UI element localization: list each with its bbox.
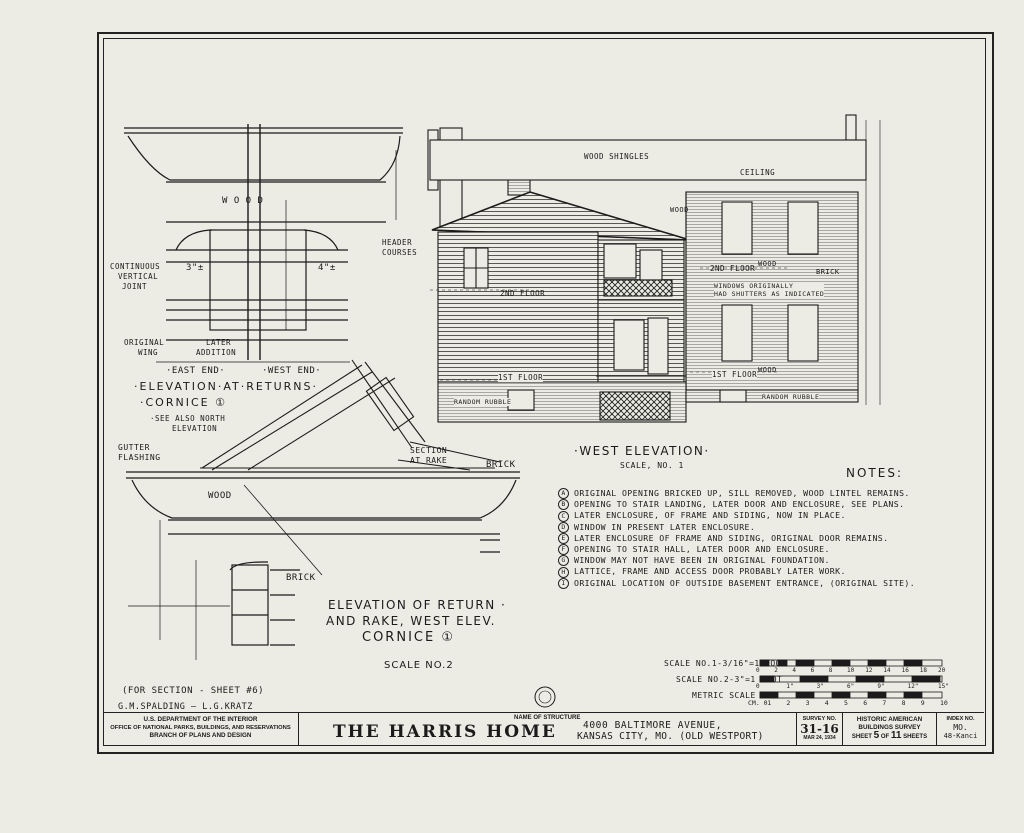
west-elevation-scale: SCALE, NO. 1	[620, 461, 684, 470]
scale-tick: 3"	[816, 683, 824, 690]
ceiling-label: CEILING	[740, 168, 776, 177]
windows-note-line2: HAD SHUTTERS AS INDICATED	[714, 290, 825, 298]
note-key: E	[558, 533, 569, 544]
scale-tick: 20	[938, 667, 946, 674]
first-floor-label: 1ST FLOOR	[498, 373, 544, 382]
scale-tick: 5	[844, 699, 848, 707]
scale-tick: 16	[901, 667, 909, 674]
scale-tick: 10	[847, 667, 855, 674]
original-wing-line2: WING	[138, 348, 159, 357]
scale-tick: 2	[774, 667, 778, 674]
note-text: ORIGINAL OPENING BRICKED UP, SILL REMOVED, WOOD LINTEL REMAINS.	[574, 488, 910, 498]
structure-name-label: NAME OF STRUCTURE	[514, 715, 581, 721]
scale-2-ticks	[756, 683, 949, 691]
scale-tick: 10	[940, 699, 948, 707]
section-rake-line2: AT RAKE	[410, 456, 448, 465]
program-line1: HISTORIC AMERICAN	[856, 716, 923, 723]
survey-cell	[797, 713, 843, 745]
later-addition-label	[196, 338, 236, 358]
original-wing-line1: ORIGINAL	[124, 338, 165, 347]
rake-cornice-drawing	[126, 472, 520, 660]
returns-note2: ELEVATION	[172, 424, 218, 433]
note-item	[558, 578, 978, 589]
index-label: INDEX NO.	[946, 716, 975, 722]
note-text: LATTICE, FRAME AND ACCESS DOOR PROBABLY LATER WORK.	[574, 566, 846, 577]
title-block	[103, 712, 984, 745]
note-key: D	[558, 522, 569, 533]
header-courses-line1: HEADER	[382, 238, 413, 247]
scale-tick: 15"	[938, 683, 949, 690]
program-cell	[843, 713, 937, 745]
scale-tick: CM. 0	[748, 699, 768, 707]
note-item	[558, 544, 978, 555]
later-addition-line2: ADDITION	[196, 348, 237, 357]
gutter-line1: GUTTER	[118, 443, 150, 452]
second-floor-label: 2ND FLOOR	[500, 289, 546, 298]
continuous-joint-label	[110, 262, 160, 292]
address-line2: KANSAS CITY, MO. (OLD WESTPORT)	[577, 731, 764, 742]
returns-cornice-drawing	[124, 124, 403, 362]
brick-right-label: BRICK	[816, 268, 840, 276]
metric-ticks	[748, 699, 948, 708]
scale-tick: 4	[824, 699, 829, 707]
rake-title-line3: CORNICE ①	[362, 630, 455, 645]
notes-list	[558, 488, 978, 589]
brick-label: BRICK	[486, 460, 516, 470]
sheet-total: 11	[890, 730, 902, 741]
rake-title-line1: ELEVATION OF RETURN ·	[328, 598, 507, 612]
scale-tick: 0	[756, 683, 760, 690]
scale-tick: 9	[920, 699, 925, 707]
note-item	[558, 533, 978, 544]
returns-title: ·ELEVATION·AT·RETURNS·	[134, 380, 318, 393]
wood-label: W O O D	[222, 196, 264, 206]
section-rake-line1: SECTION	[410, 446, 448, 455]
note-key: H	[558, 567, 569, 578]
note-key: A	[558, 488, 569, 499]
returns-note1: ·SEE ALSO NORTH	[150, 414, 226, 423]
index-cell	[937, 713, 984, 745]
note-key: F	[558, 544, 569, 555]
index-value-line2: 48-Kanci	[943, 732, 978, 740]
continuous-joint-line3: JOINT	[122, 282, 148, 291]
notes-title: NOTES:	[846, 466, 903, 480]
note-key: G	[558, 555, 569, 566]
note-text: WINDOW MAY NOT HAVE BEEN IN ORIGINAL FOUNDATION.	[574, 555, 830, 566]
survey-label: SURVEY NO.	[802, 716, 837, 722]
original-wing-label	[124, 338, 164, 358]
scale-tick: 7	[882, 699, 887, 707]
note-text: LATER ENCLOSURE OF FRAME AND SIDING, ORIGINAL DOOR REMAINS.	[574, 532, 889, 543]
scale-tick: 18	[919, 667, 928, 674]
seal	[535, 687, 555, 707]
section-reference: (FOR SECTION - SHEET #6)	[122, 686, 265, 696]
scale-1-label: SCALE NO.1-3/16"=1 FOOT	[664, 659, 787, 668]
scale-tick: 0	[756, 667, 760, 674]
index-value-line1: MO.	[953, 723, 968, 732]
dim-4-label: 4"±	[318, 263, 336, 273]
agency-line1: U.S. DEPARTMENT OF THE INTERIOR	[143, 716, 258, 723]
scale-tick: 1	[767, 699, 772, 707]
second-floor-right-label: 2ND FLOOR	[710, 264, 756, 273]
note-text: OPENING TO STAIR LANDING, LATER DOOR AND ENCLOSURE, SEE PLANS.	[574, 499, 905, 510]
west-elevation-drawing	[428, 115, 880, 422]
scale-tick: 6	[810, 667, 815, 674]
note-item	[558, 499, 978, 510]
later-addition-line1: LATER	[206, 338, 232, 347]
west-end-label: ·WEST END·	[262, 366, 322, 376]
note-item	[558, 566, 978, 577]
wood-b-label: WOOD	[758, 260, 777, 268]
structure-name: THE HARRIS HOME	[333, 722, 557, 742]
scale-tick: 6"	[847, 683, 855, 690]
note-text: WINDOW IN PRESENT LATER ENCLOSURE.	[574, 521, 756, 532]
sheet-prefix: SHEET	[851, 734, 872, 740]
scale-tick: 8	[901, 699, 906, 707]
agency-cell	[103, 713, 299, 745]
header-courses-line2: COURSES	[382, 248, 418, 257]
note-text: OPENING TO STAIR HALL, LATER DOOR AND ENCLOSURE.	[574, 544, 830, 555]
agency-line3: BRANCH OF PLANS AND DESIGN	[149, 732, 252, 739]
structure-cell	[299, 713, 797, 745]
note-text: LATER ENCLOSURE, OF FRAME AND SIDING, NOW IN PLACE.	[574, 510, 846, 521]
drafters: G.M.SPALDING — L.G.KRATZ	[118, 702, 253, 712]
west-elevation-title: ·WEST ELEVATION·	[574, 444, 710, 458]
gutter-flashing-label	[118, 443, 161, 463]
sheet-info	[843, 732, 936, 741]
section-rake-label	[410, 446, 447, 466]
wood-a-label: WOOD	[670, 206, 689, 214]
wood-shingles-label: WOOD SHINGLES	[584, 152, 650, 161]
note-key: B	[558, 499, 569, 510]
scale-tick: 4	[792, 667, 797, 674]
continuous-joint-line1: CONTINUOUS	[110, 262, 161, 271]
brick-label-2: BRICK	[286, 573, 316, 583]
windows-note	[714, 282, 824, 298]
sheet-suffix: SHEETS	[903, 734, 928, 740]
note-text: ORIGINAL LOCATION OF OUTSIDE BASEMENT ENTRANCE, (ORIGINAL SITE).	[574, 577, 916, 588]
scale-tick: 3	[805, 699, 810, 707]
returns-cornice-label: ·CORNICE ①	[140, 396, 227, 409]
scale-tick: 12"	[907, 683, 919, 690]
scale-tick: 12	[865, 667, 873, 674]
scale-tick: 2	[786, 699, 791, 707]
continuous-joint-line2: VERTICAL	[118, 272, 159, 281]
header-courses-label	[382, 238, 417, 258]
program-line2: BUILDINGS SURVEY	[858, 724, 921, 731]
dim-3-label: 3"±	[186, 263, 204, 273]
scale-2-label: SCALE NO.2-3"=1 FOOT	[676, 675, 783, 684]
sheet-number: 5	[873, 730, 880, 741]
scale-1-ticks	[756, 667, 946, 675]
rake-title-line2: AND RAKE, WEST ELEV.	[326, 614, 496, 628]
first-floor-right-label: 1ST FLOOR	[712, 370, 758, 379]
east-end-label: ·EAST END·	[166, 366, 226, 376]
scale-tick: 6	[863, 699, 868, 707]
note-key: C	[558, 511, 569, 522]
scale-tick: 14	[883, 667, 891, 674]
gutter-line2: FLASHING	[118, 453, 161, 462]
scale-tick: 9"	[877, 683, 885, 690]
note-item	[558, 488, 978, 499]
note-key: I	[558, 578, 569, 589]
note-item	[558, 522, 978, 533]
metric-scale-label: METRIC SCALE	[692, 691, 756, 700]
note-item	[558, 510, 978, 521]
survey-number: 31-16	[800, 722, 839, 736]
agency-line2: OFFICE OF NATIONAL PARKS, BUILDINGS, AND RESERVATIONS	[110, 725, 291, 731]
sheet-of: OF	[880, 734, 890, 740]
note-item	[558, 555, 978, 566]
random-rubble-right-label: RANDOM RUBBLE	[762, 393, 820, 401]
scale-tick: 1"	[786, 683, 794, 690]
wood-c-label: WOOD	[758, 366, 777, 374]
windows-note-line1: WINDOWS ORIGINALLY	[714, 282, 794, 290]
random-rubble-label: RANDOM RUBBLE	[454, 398, 512, 406]
address-line1: 4000 BALTIMORE AVENUE,	[583, 720, 723, 731]
survey-date: MAR 24, 1934	[803, 735, 836, 741]
rake-scale-label: SCALE NO.2	[384, 660, 454, 671]
scale-tick: 8	[828, 667, 833, 674]
wood-label-2: WOOD	[208, 491, 232, 501]
graphic-scales	[760, 660, 942, 698]
